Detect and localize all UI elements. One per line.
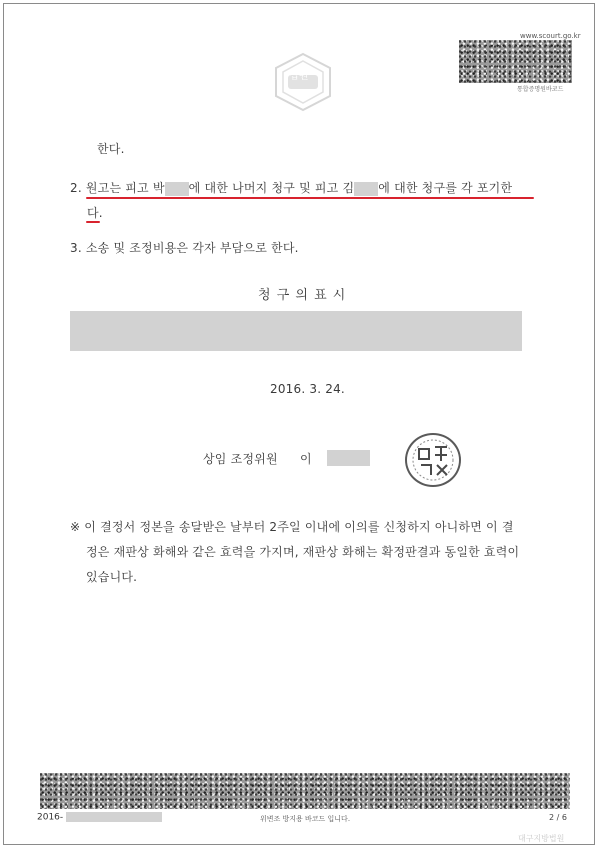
barcode-note: 위변조 방지용 바코드 입니다. xyxy=(260,815,351,823)
highlight-underline xyxy=(86,197,534,199)
item-2-line1 xyxy=(70,180,512,196)
highlight-underline xyxy=(86,221,100,223)
redacted-case-number xyxy=(66,812,162,822)
page-border xyxy=(3,3,595,845)
barcode-caption: 통합증명원바코드 xyxy=(517,86,564,93)
notice-line-1: ※ 이 결정서 정본을 송달받은 날부터 2주일 이내에 이의를 신청하지 아니하면 이 결 xyxy=(70,520,514,534)
signer-surname: 이 xyxy=(300,452,312,466)
court-name: 대구지방법원 xyxy=(518,834,565,843)
decision-date: 2016. 3. 24. xyxy=(270,382,345,396)
emblem-label: 법원 xyxy=(289,71,309,82)
site-url: www.scourt.go.kr xyxy=(520,32,581,40)
redacted-claim-block xyxy=(70,311,522,351)
item-2-line2: 다. xyxy=(87,206,103,220)
signer-title: 상임 조정위원 xyxy=(203,452,278,466)
redacted-signer-name xyxy=(327,450,370,466)
redacted-name xyxy=(165,182,189,196)
redacted-name xyxy=(354,182,378,196)
section-title: 청 구 의 표 시 xyxy=(258,288,347,303)
item-2-text-c: 에 대한 청구를 각 포기한 xyxy=(378,181,513,195)
item-2-text-a: 원고는 피고 박 xyxy=(85,181,165,195)
official-seal xyxy=(405,433,461,487)
anti-forgery-barcode xyxy=(40,773,570,809)
item-3: 3. 소송 및 조정비용은 각자 부담으로 한다. xyxy=(70,241,299,255)
text-continuation: 한다. xyxy=(97,142,125,156)
page-number: 2 / 6 xyxy=(549,813,567,822)
notice-line-2: 정은 재판상 화해와 같은 효력을 가지며, 재판상 화해는 확정판결과 동일한 효력이 xyxy=(86,545,520,559)
notice-line-3: 있습니다. xyxy=(86,570,138,584)
case-number xyxy=(37,812,162,823)
item-2-number: 2. xyxy=(70,181,82,195)
item-2-text-b: 에 대한 나머지 청구 및 피고 김 xyxy=(188,181,355,195)
case-number-prefix: 2016- xyxy=(37,812,64,823)
integrity-barcode xyxy=(459,40,572,83)
